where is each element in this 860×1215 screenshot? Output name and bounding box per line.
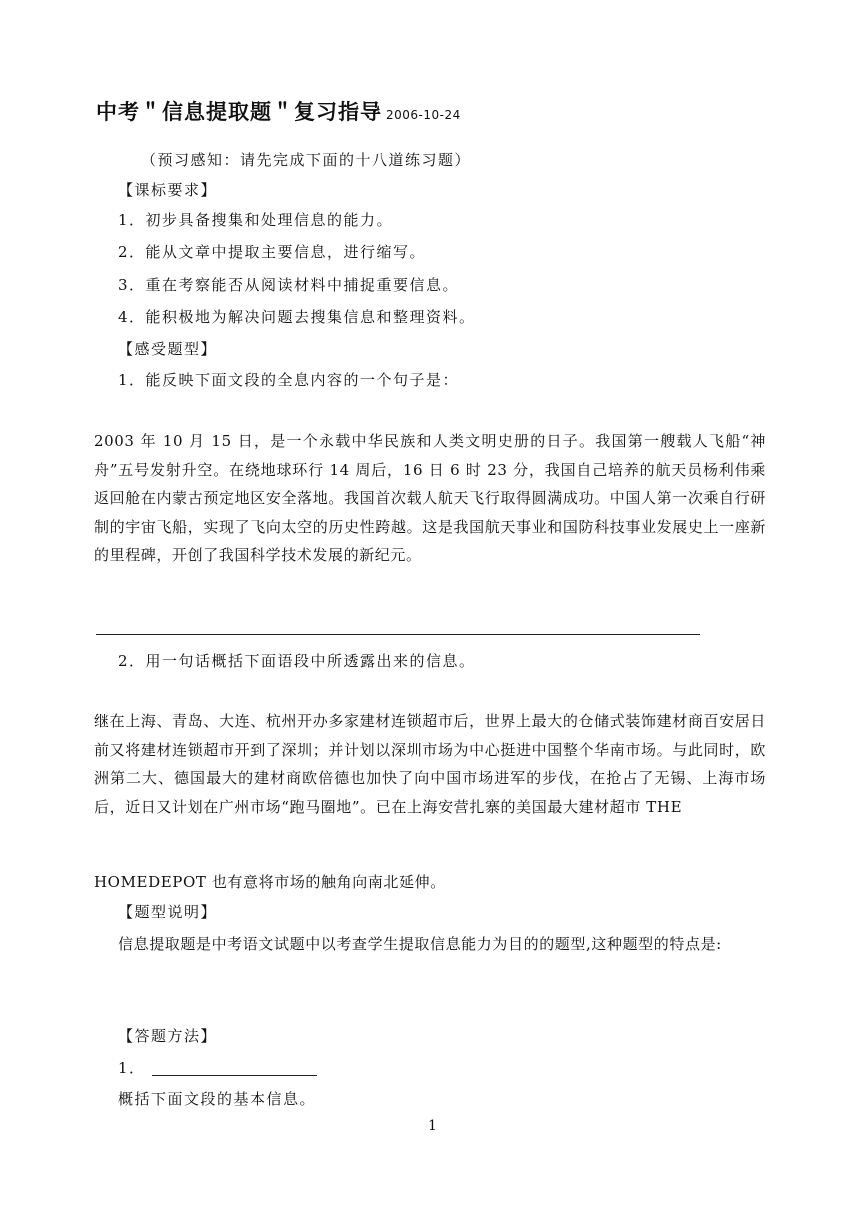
section-heading-explain: 【题型说明】 — [118, 903, 218, 921]
method-item-1-blank — [152, 1061, 317, 1076]
question-1-prompt: 1．能反映下面文段的全息内容的一个句子是： — [118, 371, 460, 389]
question-2-prompt: 2．用一句话概括下面语段中所透露出来的信息。 — [118, 652, 476, 670]
section-heading-types: 【感受题型】 — [118, 340, 218, 358]
explain-text: 信息提取题是中考语文试题中以考查学生提取信息能力为目的的题型,这种题型的特点是: — [118, 935, 722, 953]
answer-line-q1 — [96, 634, 700, 635]
standard-item-4: 4．能积极地为解决问题去搜集信息和整理资料。 — [118, 308, 476, 326]
question-1-passage: 2003 年 10 月 15 日，是一个永载中华民族和人类文明史册的日子。我国第一艘载人飞船“神舟”五号发射升空。在绕地球环行 14 周后，16 日 6 时 23 分，我国自己培养的航天员杨利伟乘返回舱在内蒙古预定地区安全落地。我国首次载人航天飞行取得圆满成功。中国人第一次乘自行研制的宇宙飞船，实现了飞向太空的历史性跨越。这是我国航天事业和国防科技事业发展史上一座新的里程碑，开创了我国科学技术发展的新纪元。 — [94, 432, 766, 565]
standard-item-3: 3．重在考察能否从阅读材料中捕捉重要信息。 — [118, 276, 460, 294]
document-title: 中考＂信息提取题＂复习指导 — [96, 100, 382, 124]
standard-item-1: 1．初步具备搜集和处理信息的能力。 — [118, 211, 394, 229]
section-heading-standards: 【课标要求】 — [118, 181, 218, 199]
method-item-2: 概括下面文段的基本信息。 — [118, 1090, 317, 1108]
standard-item-2: 2．能从文章中提取主要信息，进行缩写。 — [118, 243, 427, 261]
question-2-passage: 继在上海、青岛、大连、杭州开办多家建材连锁超市后，世界上最大的仓储式装饰建材商百安居日前又将建材连锁超市开到了深圳；并计划以深圳市场为中心挺进中国整个华南市场。与此同时，欧洲第二大、德国最大的建材商欧倍德也加快了向中国市场进军的步伐，在抢占了无锡、上海市场后，近日又计划在广州市场“跑马圈地”。已在上海安营扎寨的美国最大建材超市 THE — [94, 712, 766, 816]
section-heading-method: 【答题方法】 — [118, 1027, 218, 1045]
method-item-1 — [118, 1058, 317, 1078]
method-item-1-number: 1． — [118, 1059, 146, 1077]
question-2-passage-end: HOMEDEPOT 也有意将市场的触角向南北延伸。 — [94, 873, 446, 891]
preview-note: （预习感知：请先完成下面的十八道练习题） — [141, 151, 472, 169]
document-title-line — [96, 96, 461, 126]
page-number: 1 — [428, 1118, 437, 1134]
document-date: 2006-10-24 — [386, 108, 461, 122]
